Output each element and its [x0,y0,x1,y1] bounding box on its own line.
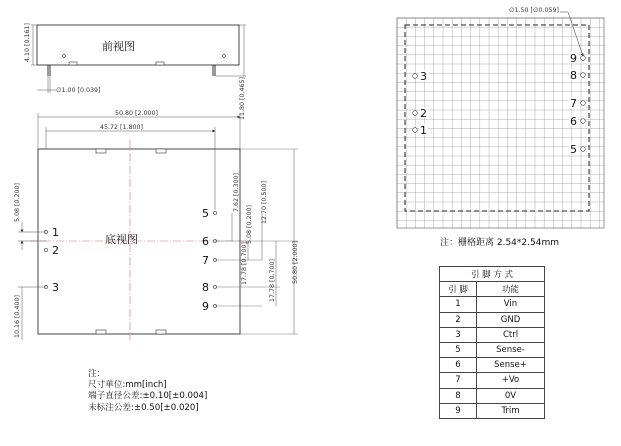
bottom-pin-8: 8 [202,281,209,294]
table-row [440,342,545,357]
module-outline [405,25,589,211]
pin-function: 0V [477,388,545,403]
grid-pin-3: 3 [420,70,427,83]
bottom-pin-7: 7 [202,254,209,267]
pin-number: 5 [440,342,477,357]
front-view-body [37,25,239,65]
bottom-pin-6: 6 [202,235,209,248]
front-view [24,23,246,120]
pin-function: +Vo [477,373,545,388]
bottom-pin-2: 2 [52,244,59,257]
grid-pin-5: 5 [570,143,577,156]
pin-number: 2 [440,312,477,327]
dim-17-78-a: 17.78 [0.700] [241,242,248,285]
table-row [440,403,545,418]
left-bottom-dim: 10.16 [0.400] [14,295,21,338]
grid-view [397,5,604,228]
grid-note: 注：栅格距离 2.54*2.54mm [440,238,559,248]
pin-function: Sense- [477,342,545,357]
notes-heading: 注： [88,369,106,379]
dim-7-62: 7.62 [0.300] [233,173,240,212]
table-row [440,388,545,403]
dim-17-78-b: 17.78 [0.700] [269,259,276,302]
table-row [440,358,545,373]
grid-pin-1: 1 [420,124,427,137]
table-row [440,373,545,388]
pin-number: 1 [440,297,477,312]
grid-pin-6: 6 [570,115,577,128]
front-view-title: 前视图 [102,40,135,53]
pin-function: Sense+ [477,358,545,373]
pin-diameter-dim: ∅1.00 [0.039] [56,87,101,94]
height-outer-dim: 50.80 [2.000] [292,241,299,284]
bottom-pin-3: 3 [52,281,59,294]
bottom-view [14,110,299,340]
bottom-pin-9: 9 [202,300,209,313]
pin-height-dim: 11.80 [0.465] [239,77,246,120]
bottom-pin-5: 5 [202,207,209,220]
grid-pin-9: 9 [570,52,577,65]
table-row [440,327,545,342]
width-pins-dim: 45.72 [1.800] [100,124,143,131]
pin-table-header-pin: 引 脚 [440,282,477,297]
pin-number: 7 [440,373,477,388]
pin-number: 9 [440,403,477,418]
pin-table-header-func: 功能 [477,282,545,297]
notes-block [88,369,207,414]
pin-number: 6 [440,358,477,373]
notes-units: 尺寸单位:mm[inch] [88,380,167,391]
bottom-pin-1: 1 [52,226,59,239]
notes-general-tolerance: 未标注公差:±0.50[±0.020] [88,402,199,413]
hole-diameter-dim: ∅1.50 [∅0.059] [509,7,559,14]
pin-function: Trim [477,403,545,418]
table-row [440,312,545,327]
grid-pin-8: 8 [570,69,577,82]
pin-function: Vin [477,297,545,312]
pin-function: Ctrl [477,327,545,342]
pin-function-table [439,266,545,419]
front-height-dim: 4.10 [0.161] [24,23,31,62]
width-outer-dim: 50.80 [2.000] [115,110,158,117]
bottom-view-body [38,149,240,334]
dim-5-08: 5.08 [0.200] [246,205,253,244]
grid-pin-2: 2 [420,107,427,120]
bottom-view-title: 底视图 [105,233,138,246]
pin-function: GND [477,312,545,327]
pin-number: 8 [440,388,477,403]
table-row [440,297,545,312]
notes-pin-tolerance: 端子直径公差:±0.10[±0.004] [88,391,208,402]
grid-pin-7: 7 [570,97,577,110]
left-top-dim: 5.08 [0.200] [14,183,21,222]
pin-number: 3 [440,327,477,342]
pin-table-title: 引 脚 方 式 [440,267,545,282]
dim-12-70: 12.70 [0.500] [261,181,268,224]
